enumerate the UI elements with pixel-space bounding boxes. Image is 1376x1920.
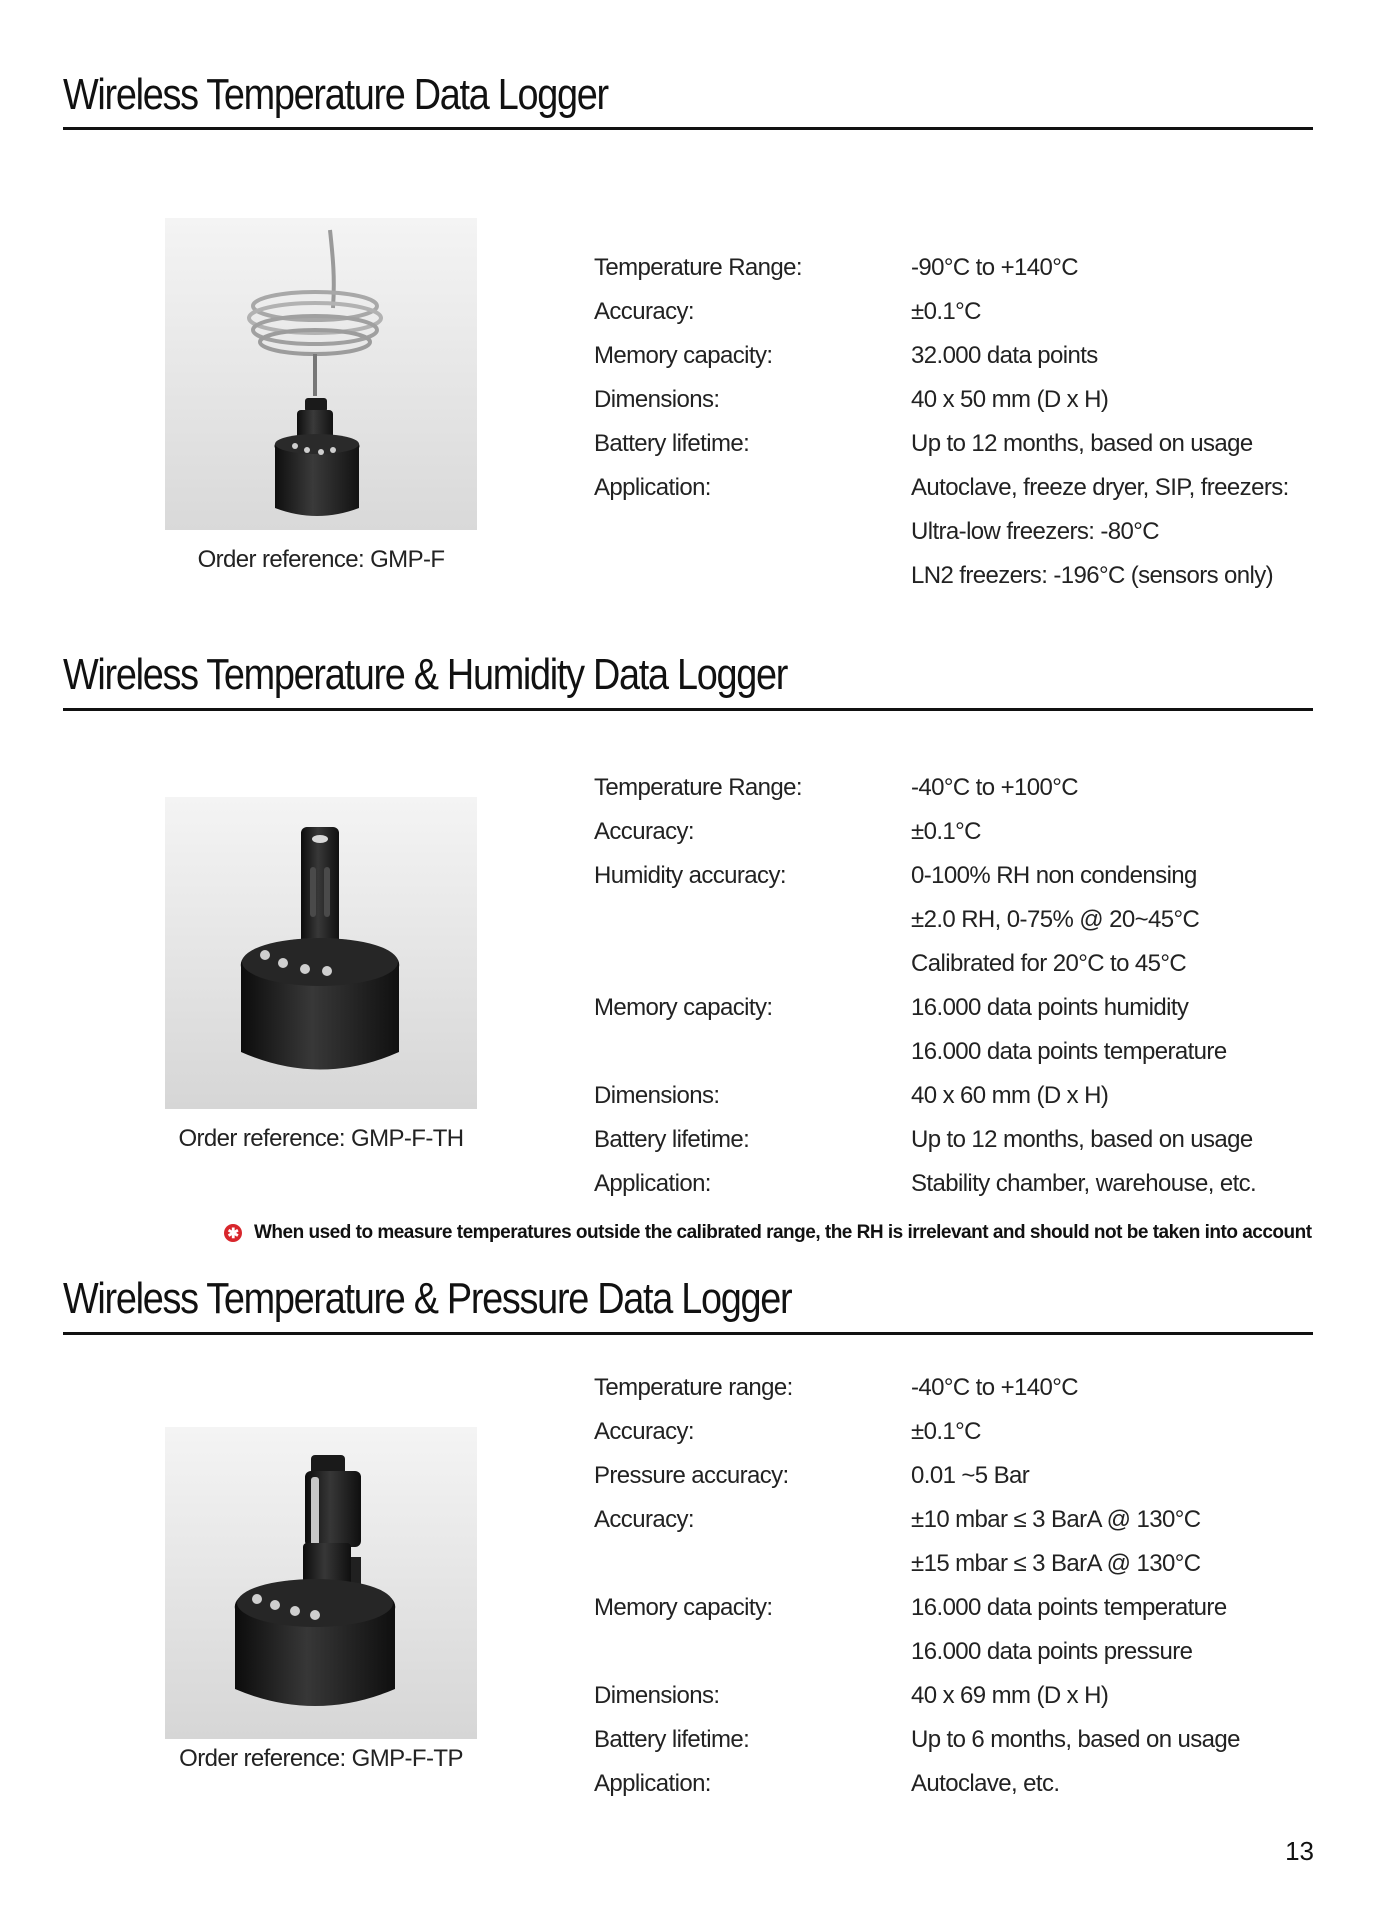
spec-value: -40°C to +140°C: [911, 1374, 1078, 1401]
spec-label: Temperature Range:: [594, 254, 802, 281]
order-reference: Order reference: GMP-F-TP: [179, 1745, 463, 1772]
spec-label: Accuracy:: [594, 1418, 694, 1445]
section-title-humidity: Wireless Temperature & Humidity Data Logger: [63, 650, 788, 699]
spec-value: Up to 12 months, based on usage: [911, 1126, 1253, 1153]
spec-value: ±10 mbar ≤ 3 BarA @ 130°C: [911, 1506, 1201, 1533]
spec-value: -40°C to +100°C: [911, 774, 1078, 801]
spec-value: Up to 12 months, based on usage: [911, 430, 1253, 457]
spec-label: Battery lifetime:: [594, 1126, 750, 1153]
spec-label: Humidity accuracy:: [594, 862, 786, 889]
spec-value: Ultra-low freezers: -80°C: [911, 518, 1159, 545]
spec-value: 40 x 50 mm (D x H): [911, 386, 1109, 413]
product-image-gmp-f-tp: [165, 1427, 477, 1739]
spec-value: Autoclave, etc.: [911, 1770, 1060, 1797]
spec-value: ±15 mbar ≤ 3 BarA @ 130°C: [911, 1550, 1201, 1577]
spec-label: Dimensions:: [594, 1082, 720, 1109]
note-text: When used to measure temperatures outside the calibrated range, the RH is irrelevant and should not be taken into account: [254, 1222, 1312, 1243]
spec-value: 32.000 data points: [911, 342, 1098, 369]
spec-value: -90°C to +140°C: [911, 254, 1078, 281]
spec-label: Application:: [594, 474, 711, 501]
spec-value: LN2 freezers: -196°C (sensors only): [911, 562, 1274, 589]
section-rule: [63, 708, 1313, 711]
spec-value: ±2.0 RH, 0-75% @ 20~45°C: [911, 906, 1200, 933]
spec-label: Accuracy:: [594, 1506, 694, 1533]
spec-value: 0-100% RH non condensing: [911, 862, 1197, 889]
spec-value: ±0.1°C: [911, 1418, 981, 1445]
spec-value: ±0.1°C: [911, 298, 981, 325]
spec-value: 16.000 data points temperature: [911, 1594, 1227, 1621]
spec-value: ±0.1°C: [911, 818, 981, 845]
spec-value: 0.01 ~5 Bar: [911, 1462, 1030, 1489]
asterisk-icon: ✱: [224, 1224, 242, 1242]
product-image-gmp-f: [165, 218, 477, 530]
spec-label: Accuracy:: [594, 818, 694, 845]
spec-value: 16.000 data points pressure: [911, 1638, 1193, 1665]
spec-label: Application:: [594, 1170, 711, 1197]
spec-label: Application:: [594, 1770, 711, 1797]
spec-value: Up to 6 months, based on usage: [911, 1726, 1240, 1753]
section-rule: [63, 1332, 1313, 1335]
calibration-note: [224, 1222, 1312, 1244]
spec-label: Dimensions:: [594, 1682, 720, 1709]
spec-label: Temperature Range:: [594, 774, 802, 801]
spec-label: Temperature range:: [594, 1374, 793, 1401]
spec-label: Memory capacity:: [594, 342, 773, 369]
page-number: 13: [1285, 1836, 1314, 1866]
section-rule: [63, 127, 1313, 130]
spec-label: Memory capacity:: [594, 994, 773, 1021]
spec-label: Battery lifetime:: [594, 430, 750, 457]
spec-value: 40 x 69 mm (D x H): [911, 1682, 1109, 1709]
section-title-temperature: Wireless Temperature Data Logger: [63, 70, 608, 119]
order-reference: Order reference: GMP-F-TH: [178, 1125, 464, 1152]
spec-value: Calibrated for 20°C to 45°C: [911, 950, 1187, 977]
spec-value: Stability chamber, warehouse, etc.: [911, 1170, 1257, 1197]
spec-label: Battery lifetime:: [594, 1726, 750, 1753]
spec-value: 16.000 data points temperature: [911, 1038, 1227, 1065]
spec-label: Pressure accuracy:: [594, 1462, 789, 1489]
product-image-gmp-f-th: [165, 797, 477, 1109]
order-reference: Order reference: GMP-F: [197, 546, 445, 573]
spec-label: Memory capacity:: [594, 1594, 773, 1621]
section-title-pressure: Wireless Temperature & Pressure Data Logger: [63, 1274, 792, 1323]
spec-label: Dimensions:: [594, 386, 720, 413]
spec-value: 16.000 data points humidity: [911, 994, 1189, 1021]
spec-value: 40 x 60 mm (D x H): [911, 1082, 1109, 1109]
spec-value: Autoclave, freeze dryer, SIP, freezers:: [911, 474, 1289, 501]
spec-label: Accuracy:: [594, 298, 694, 325]
